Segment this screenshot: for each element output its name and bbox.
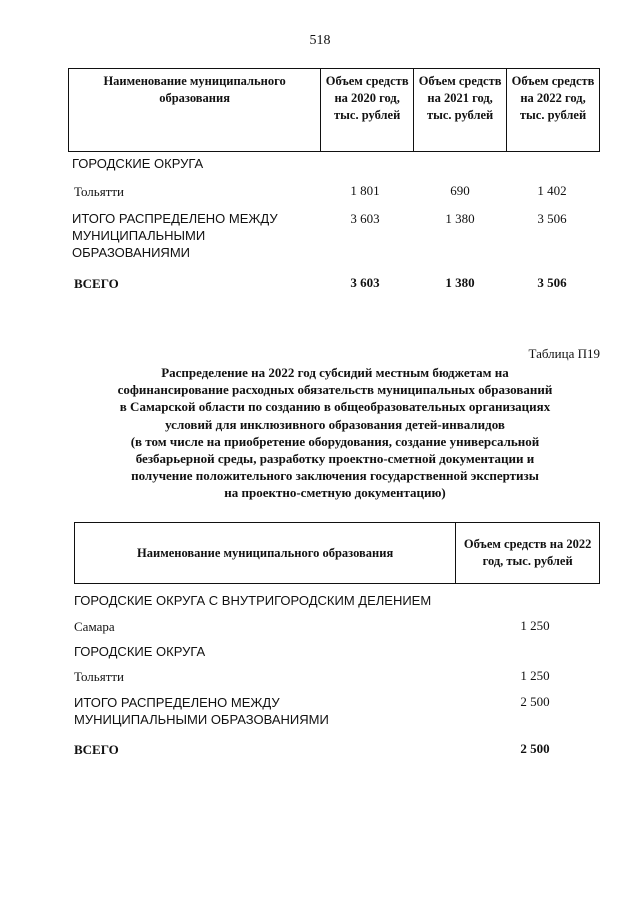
title-line: в Самарской области по созданию в общеобразовательных организациях — [119, 399, 551, 415]
table2-header — [74, 522, 600, 584]
table2-section-label: ГОРОДСКИЕ ОКРУГА — [74, 644, 206, 659]
table1-cell: 1 801 — [350, 183, 380, 198]
title-line: получение положительного заключения государственной экспертизы — [131, 468, 539, 484]
page-number: 518 — [309, 33, 331, 48]
table2-col-2022: Объем средств на 2022 год, тыс. рублей — [456, 523, 600, 584]
table1-col-2022: Объем средств на 2022 год, тыс. рублей — [507, 69, 600, 152]
table2-col-name: Наименование муниципального образования — [75, 523, 456, 584]
table1-cell: 3 506 — [537, 211, 567, 226]
table1-header — [68, 68, 600, 152]
table1-col-2020: Объем средств на 2020 год, тыс. рублей — [321, 69, 414, 152]
table1-cell: 3 506 — [537, 275, 567, 290]
table1-col-2021: Объем средств на 2021 год, тыс. рублей — [414, 69, 507, 152]
table1-cell: 3 603 — [350, 275, 380, 290]
table1-row-name: Тольятти — [74, 184, 125, 199]
title-line: безбарьерной среды, разработку проектно-сметной документации и — [135, 451, 535, 467]
title-line: условий для инклюзивного образования детей-инвалидов — [165, 416, 505, 432]
title-line: софинансирование расходных обязательств муниципальных образований — [117, 382, 553, 398]
table2-row-name: Самара — [74, 619, 115, 634]
table2-cell: 2 500 — [520, 741, 550, 756]
table2-cell: 1 250 — [520, 618, 550, 633]
table2-row-name: ВСЕГО — [74, 742, 119, 757]
title-line: Распределение на 2022 год субсидий местным бюджетам на — [161, 365, 509, 380]
table2-cell: 1 250 — [520, 668, 550, 683]
table2-row-name: ИТОГО РАСПРЕДЕЛЕНО МЕЖДУ МУНИЦИПАЛЬНЫМИ ОБРАЗОВАНИЯМИ — [74, 695, 329, 727]
table2-row-name: Тольятти — [74, 669, 125, 684]
table1-row-name: ИТОГО РАСПРЕДЕЛЕНО МЕЖДУ МУНИЦИПАЛЬНЫМИ ОБРАЗОВАНИЯМИ — [72, 211, 278, 260]
table1-cell: 3 603 — [350, 211, 380, 226]
table1-cell: 1 402 — [537, 183, 567, 198]
table1-row-name: ВСЕГО — [74, 276, 119, 291]
table1-cell: 1 380 — [445, 275, 475, 290]
table2-section-label: ГОРОДСКИЕ ОКРУГА С ВНУТРИГОРОДСКИМ ДЕЛЕНИЕМ — [74, 593, 432, 608]
table1-section-label: ГОРОДСКИЕ ОКРУГА — [72, 156, 204, 171]
table1-cell: 690 — [450, 183, 470, 198]
table2-cell: 2 500 — [520, 694, 550, 709]
table1-col-name: Наименование муниципального образования — [69, 69, 321, 152]
title-line: (в том числе на приобретение оборудования, создание универсальной — [130, 433, 540, 449]
title-line: на проектно-сметную документацию) — [224, 485, 446, 501]
table-title — [70, 364, 600, 502]
table-label: Таблица П19 — [528, 346, 600, 361]
table1-cell: 1 380 — [445, 211, 475, 226]
